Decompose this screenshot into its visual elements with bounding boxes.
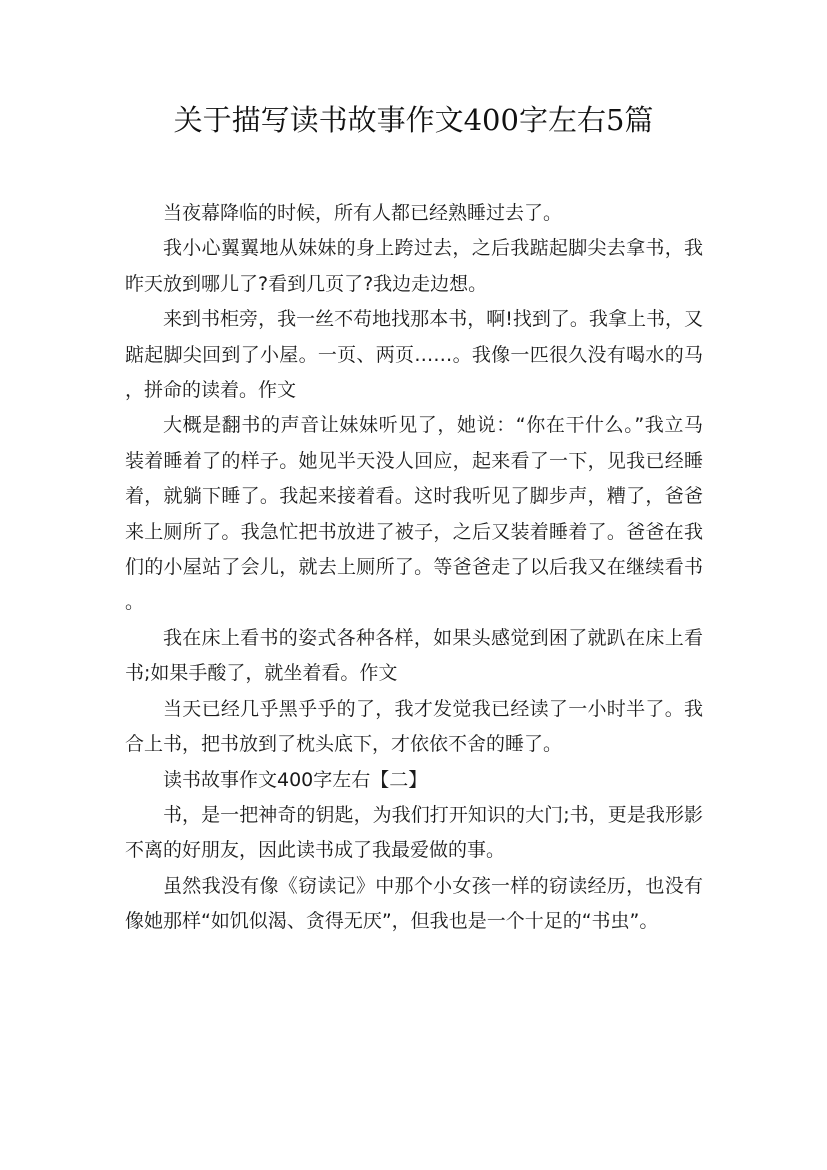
paragraph: 我在床上看书的姿式各种各样，如果头感觉到困了就趴在床上看书;如果手酸了，就坐着看。作文 [125, 626, 703, 685]
paragraph: 当夜幕降临的时候，所有人都已经熟睡过去了。 [163, 202, 563, 224]
paragraph: 大概是翻书的声音让妹妹听见了，她说：“你在干什么。”我立马装着睡着了的样子。她见半天没人回应，起来看了一下，见我已经睡着，就躺下睡了。我起来接着看。这时我听见了脚步声，糟了，爸爸来上厕所了。我急忙把书放进了被子，之后又装着睡着了。爸爸在我们的小屋站了会儿，就去上厕所了。等爸爸走了以后我又在继续看书。 [125, 414, 703, 614]
paragraph: 书，是一把神奇的钥匙，为我们打开知识的大门;书，更是我形影不离的好朋友，因此读书成了我最爱做的事。 [125, 803, 703, 862]
section-heading: 读书故事作文400字左右【二】 [163, 768, 428, 791]
document-body [125, 196, 703, 940]
paragraph: 当天已经几乎黑乎乎的了，我才发觉我已经读了一小时半了。我合上书，把书放到了枕头底下，才依依不舍的睡了。 [125, 697, 703, 756]
paragraph: 来到书柜旁，我一丝不苟地找那本书，啊!找到了。我拿上书，又踮起脚尖回到了小屋。一页、两页……。我像一匹很久没有喝水的马，拼命的读着。作文 [125, 308, 703, 402]
document-title: 关于描写读书故事作文400字左右5篇 [173, 103, 654, 137]
paragraph: 我小心翼翼地从妹妹的身上跨过去，之后我踮起脚尖去拿书，我昨天放到哪儿了?看到几页了?我边走边想。 [125, 237, 703, 295]
paragraph: 虽然我没有像《窃读记》中那个小女孩一样的窃读经历，也没有像她那样“如饥似渴、贪得无厌”，但我也是一个十足的“书虫”。 [125, 874, 703, 933]
